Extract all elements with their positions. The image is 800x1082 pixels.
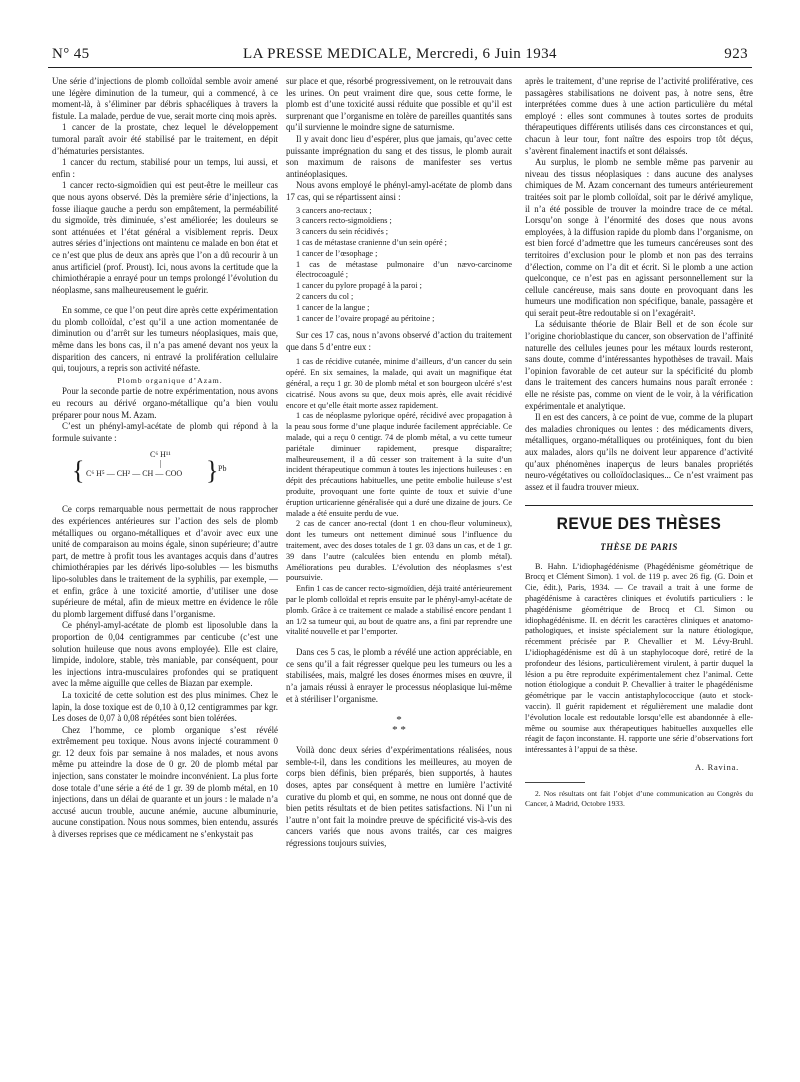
paragraph: Sur ces 17 cas, nous n’avons observé d’action du traitement que dans 5 d’entre eux : xyxy=(286,330,512,352)
formula-chain: C⁶ H⁵ — CH² — CH — COO xyxy=(86,469,183,479)
paragraph: 1 cancer du rectum, stabilisé pour un temps, lui aussi, et enfin : xyxy=(52,157,278,179)
chemical-formula xyxy=(52,450,278,496)
list-item: 1 cancer de la langue ; xyxy=(296,302,370,312)
paragraph: Dans ces 5 cas, le plomb a révélé une action appréciable, en ce sens qu’il a fait régresser quelque peu les tumeurs ou les a stabilisées, mais, malgré les doses énormes mises en œuvre, il n’a jamais réussi à enrayer le processus néoplasique lui-même et à stériliser l’organisme. xyxy=(286,647,512,704)
journal-title-date: LA PRESSE MEDICALE, Mercredi, 6 Juin 1934 xyxy=(243,46,557,62)
list-item: 3 cancers du sein récidivés ; xyxy=(296,227,389,237)
case-list xyxy=(286,206,512,325)
footnote: 2. Nos résultats ont fait l’objet d’une communication au Congrès du Cancer, à Madrid, Octobre 1933. xyxy=(525,788,753,808)
page-number: 923 xyxy=(724,46,748,62)
paragraph: Ce phényl-amyl-acétate de plomb est liposoluble dans la proportion de 0,04 centigrammes par centicube (c’est une solution huileuse que nous avons employée). Elle est claire, limpide, indolore, stable, très maniable, par conséquent, pour les injections intra-musculaires profondes qui se pratiquent avec la même aiguille que celles de Biazan par exemple. xyxy=(52,620,278,689)
paragraph: C’est un phényl-amyl-acétate de plomb qui répond à la formule suivante : xyxy=(52,421,278,443)
formula-top: C⁶ H¹¹ xyxy=(150,450,171,460)
paragraph: Il y avait donc lieu d’espérer, plus que jamais, qu’avec cette puissante imprégnation du sang et des tissus, le plomb aurait son maximum de raisons de manifester ses vertus antinéoplasiques. xyxy=(286,133,512,179)
footnote-rule xyxy=(525,782,585,783)
paragraph: Chez l’homme, ce plomb organique s’est révélé extrêmement peu toxique. Nous avons injecté couramment 0 gr. 12 deux fois par semaine à nos malades, et nous avons même pu atteindre la dose de 0 gr. 20 de plomb métal par injection, sans constater le moindre inconvénient. La plus forte dose totale d’une série a été de 1 gr. 39 de plomb métal, en 10 injections, dans un délai de quarante et un jours : le malade n’a accusé aucun trouble, aucune anémie, aucune albuminurie, aucune constipation. Nous nous sommes, bien entendu, assurés à diverses reprises que ce médicament ne s’enkystait pas xyxy=(52,724,278,840)
list-item: 1 cancer de l’ovaire propagé au péritoine ; xyxy=(296,313,435,323)
these-de-paris-heading: THÈSE DE PARIS xyxy=(600,541,678,552)
paragraph: En somme, ce que l’on peut dire après cette expérimentation du plomb colloïdal, c’est qu’il a une action momentanée de diminution ou d’arrêt sur les tumeurs néoplasiques, mais que, même dans les bons cas, il n’a pas amené devant nos yeux la disparition des cancers, ni entravé la prolifération cellulaire qui, toujours, a repris son activité néfaste. xyxy=(52,305,278,374)
column-middle xyxy=(286,76,512,850)
paragraph: La toxicité de cette solution est des plus minimes. Chez le lapin, la dose toxique est de 0,10 à 0,12 centigrammes par kgr. Les doses de 0,07 à 0,08 répétées sont bien tolérées. xyxy=(52,689,278,724)
list-item: 1 cancer de l’œsophage ; xyxy=(296,248,378,258)
revue-des-theses-heading: REVUE DES THÈSES xyxy=(556,514,722,534)
case-paragraph: 1 cas de récidive cutanée, minime d’ailleurs, d’un cancer du sein opéré. En six semaines, la malade, qui avait un magnifique état général, a reçu 1 gr. 30 de plomb métal et son bourgeon ulcéré s’est cicatrisé. Nous avons su que, deux mois après, elle avait récidivé encore et qu’elle était morte assez rapidement. xyxy=(286,357,512,410)
paragraph: Ce corps remarquable nous permettait de nous rapprocher des expériences antérieures sur l’action des sels de plomb métalliques ou organo-métalliques et d’avoir avec eux une unité de comparaison au moins égale, sinon supérieure; d’autre part, de mettre à profit tous les avantages acquis dans d’autres chimiothérapies par les dérivés lipo-solubles — les bismuths lipo-solubles dans le traitement de la syphilis, par exemple, — et enfin, grâce à une toxicité amortie, d’utiliser une dose supérieure de métal, afin de mieux mettre en évidence le rôle du plomb largement diffusé dans l’organisme. xyxy=(52,504,278,619)
paragraph: Au surplus, le plomb ne semble même pas parvenir au niveau des tissus néoplasiques : dans aucune des analyses chimiques de M. Azam concernant des tumeurs antérieurement traitées soit par le plomb colloïdal, soit par le dérivé amylique, il n’a été possible de trouver la moindre trace de ce métal. Lorsqu’on songe à l’énormité des doses que nous avons employées, à la diffusion rapide du plomb dans l’organisme, on est bien forcé d’admettre que les tumeurs cancéreuses sont des territoires d’exclusion pour le plomb et non pas des terrains d’élection, comme on l’a dit et écrit. Si le plomb a une action quelconque, ce n’est pas en agissant personnellement sur la cellule cancéreuse, mais sans doute en provoquant dans les humeurs une modification non spécifique, banale, passagère et qui serait peut-être redoutable si on l’exagérait². xyxy=(525,157,753,318)
review-paragraph: B. Hahn. L’idiophagédénisme (Phagédénisme géométrique de Brocq et Clément Simon). 1 vol. de 119 p. avec 26 fig. (G. Doin et Cie, édit.), Paris, 1934. — Ce travail a trait à une forme de phagédénisme à caractères cliniques et évolutifs particuliers : le phagédénisme géométrique de Brocq et Cl. Simon ou idiophagédénisme. II. en décrit les caractères cliniques et anatomo-pathologiques, et insiste spécialement sur la nature étiologique, récemment précisée par P. Chevallier et M. Lévy-Bruhl. L’idiophagédénisme est dû à un staphylocoque doré, retiré de la profondeur des lésions, particulièrement virulent, à partir duquel la lésion a pu être reproduite expérimentalement chez l’animal. Cette notion étiologique a conduit P. Chevallier à traiter le phagédénisme géométrique par le vaccin antistaphylococcique (auto et stock-vaccin). Il guérit rapidement et régulièrement une maladie dont l’évolution locale est redoutable lorsqu’elle est abandonnée à elle-même ou soumise aux thérapeutiques habituelles auxquelles elle réagit de façon inconstante. H. rapporte une série d’observations fort intéressantes à l’appui de sa thèse. xyxy=(525,561,753,755)
list-item: 1 cas de métastase cranienne d’un sein opéré ; xyxy=(296,237,447,247)
paragraph: Il en est des cancers, à ce point de vue, comme de la plupart des maladies chroniques ou lentes : des médicaments divers, métalliques, organo-métalliques ou protéiniques, font du bien aux malades, alors qu’ils ne doivent leur apparence d’activité qu’aux phénomènes inaperçus de leurs banales propriétés neuro-végétatives ou colloïdoclasiques... Ce n’est vraiment pas assez et il faudra trouver mieux. xyxy=(525,412,753,492)
paragraph: après le traitement, d’une reprise de l’activité proliférative, ces passagères stabilisations ne doivent pas, à notre sens, être interprétées comme dues à une action particulière du métal employé : elles sont communes à toutes sortes de produits thérapeutiques différents utilisés dans ces circonstances et qui, chacun à leur tour, font naître des espoirs trop tôt déçus, s’avèrent finalement inactifs et sont délaissés. xyxy=(525,76,753,156)
paragraph: sur place et que, résorbé progressivement, on le retrouvait dans les urines. On peut vraiment dire que, sous cette forme, le plomb est d’une toxicité aussi réduite que possible et qu’il est surprenant que l’organisme en tolère de pareilles quantités sans qu’il survienne le moindre signe de saturnisme. xyxy=(286,76,512,133)
thesis-review xyxy=(525,562,753,756)
issue-number: N° 45 xyxy=(52,46,90,62)
case-paragraph: 2 cas de cancer ano-rectal (dont 1 en chou-fleur volumineux), dont les tumeurs ont nettement diminué sous l’influence du traitement, avec des doses totales de 1 gr. 03 dans un cas, et de 1 gr. 39 dans l’autre (calculées bien entendu en plomb métal). Améliorations peu durables. L’évolution des néoplasmes s’est poursuivie. xyxy=(286,519,512,583)
column-left xyxy=(52,76,278,841)
paragraph: La séduisante théorie de Blair Bell et de son école sur l’origine chorioblastique du cancer, son observation de l’affinité naturelle des cellules jeunes pour les métaux lourds resteront, sans doute, comme d’intéressantes hypothèses de travail. Mais l’opinion favorable de cet auteur sur la spécificité du plomb dans le traitement des cancers humains nous paraît erronée : elle ne résiste pas, comme on vient de le voir, à la vérification expérimentale et analytique. xyxy=(525,319,753,411)
paragraph: Nous avons employé le phényl-amyl-acétate de plomb dans 17 cas, qui se répartissent ainsi : xyxy=(286,180,512,202)
formula-metal: Pb xyxy=(218,464,227,474)
paragraph: Voilà donc deux séries d’expérimentations réalisées, nous semble-t-il, dans les conditions les meilleures, au moyen de corps bien définis, bien préparés, bien supportés, à hautes doses, aptes par conséquent à mettre en lumière l’activité curative du plomb et qui, en somme, ne nous ont donné que de bien petits résultats et de bien petites satisfactions. Ni l’un ni l’autre n’ont fait la moindre preuve de spécificité vis-à-vis des cancers variés que nous avons traités, car ces maigres régressions toujours suivies, xyxy=(286,745,512,848)
list-item: 3 cancers recto-sigmoïdiens ; xyxy=(296,216,392,226)
list-item: 1 cas de métastase pulmonaire d’un nævo-carcinome électrocoagulé ; xyxy=(296,259,512,280)
paragraph: 1 cancer de la prostate, chez lequel le développement tumoral paraît avoir été stabilisé par le traitement, en dépit d’hématuries persistantes. xyxy=(52,122,278,156)
section-rule xyxy=(525,505,753,506)
column-right xyxy=(525,76,753,809)
list-item: 2 cancers du col ; xyxy=(296,291,354,301)
list-item: 1 cancer du pylore propagé à la paroi ; xyxy=(296,281,422,291)
formula-open-brace: { xyxy=(72,456,85,486)
formula-bond: | xyxy=(160,459,162,469)
paragraph: Pour la seconde partie de notre expérimentation, nous avons eu recours au dérivé organo-métallique qu’a bien voulu préparer pour nous M. Azam. xyxy=(52,386,278,420)
case-descriptions xyxy=(286,357,512,638)
section-separator-asterisks: * * * xyxy=(392,714,406,737)
section-heading: Plomb organique d’Azam. xyxy=(117,375,223,385)
case-paragraph: 1 cas de néoplasme pylorique opéré, récidivé avec propagation à la peau sous forme d’une plaque indurée facilement appréciable. Ce malade, qui a reçu 0 centigr. 74 de plomb métal, a vu cette tumeur pariétale diminuer rapidement, presque disparaître; malheureusement, il a dû cesser son traitement à la suite d’un incident thérapeutique commun à toutes les injections huileuses : en dépit des précautions habituelles, une petite embolie huileuse s’est produite, provoquant une forte quinte de toux et suivie d’une éruption urticarienne généralisée qui a duré une dizaine de jours. Ce malade a été ensuite perdu de vue. xyxy=(286,411,512,518)
list-item: 3 cancers ano-rectaux ; xyxy=(296,205,372,215)
paragraph: Une série d’injections de plomb colloïdal semble avoir amené une légère diminution de la tumeur, qui a commencé, à ce moment-là, à s’éliminer par débris sphacéliques à travers la fistule. La malade, perdue de vue, serait morte cinq mois après. xyxy=(52,76,278,121)
paragraph: 1 cancer recto-sigmoïdien qui est peut-être le meilleur cas que nous ayons observé. Dès la première série d’injections, la fosse iliaque gauche a perdu son empâtement, la perméabilité du sigmoïde, très diminuée, s’est améliorée; les douleurs se sont atténuées et l’état général a visiblement repris. Deux autres séries d’injections ont maintenu ce malade en bon état et ce n’est que plus de deux ans après que l’on a dû recourir à un anus artificiel (prof. Proust). Ici, nous avons la certitude que la chimiothérapie a enrayé pour un temps prolongé l’évolution du néoplasme, sans malheureusement le guérir. xyxy=(52,180,278,295)
formula-close-brace: } xyxy=(206,456,219,486)
page-header xyxy=(48,43,752,68)
case-paragraph: Enfin 1 cas de cancer recto-sigmoïdien, déjà traité antérieurement par le plomb colloïdal et repris ensuite par le phényl-amyl-acétate de plomb. Grâce à ce traitement ce malade a stabilisé encore pendant 1 an 1/2 sa tumeur qui, au bout de quatre ans, a fini par reprendre une vitalité nouvelle et par l’emporter. xyxy=(286,584,512,637)
review-signature: A. Ravina. xyxy=(694,762,739,772)
